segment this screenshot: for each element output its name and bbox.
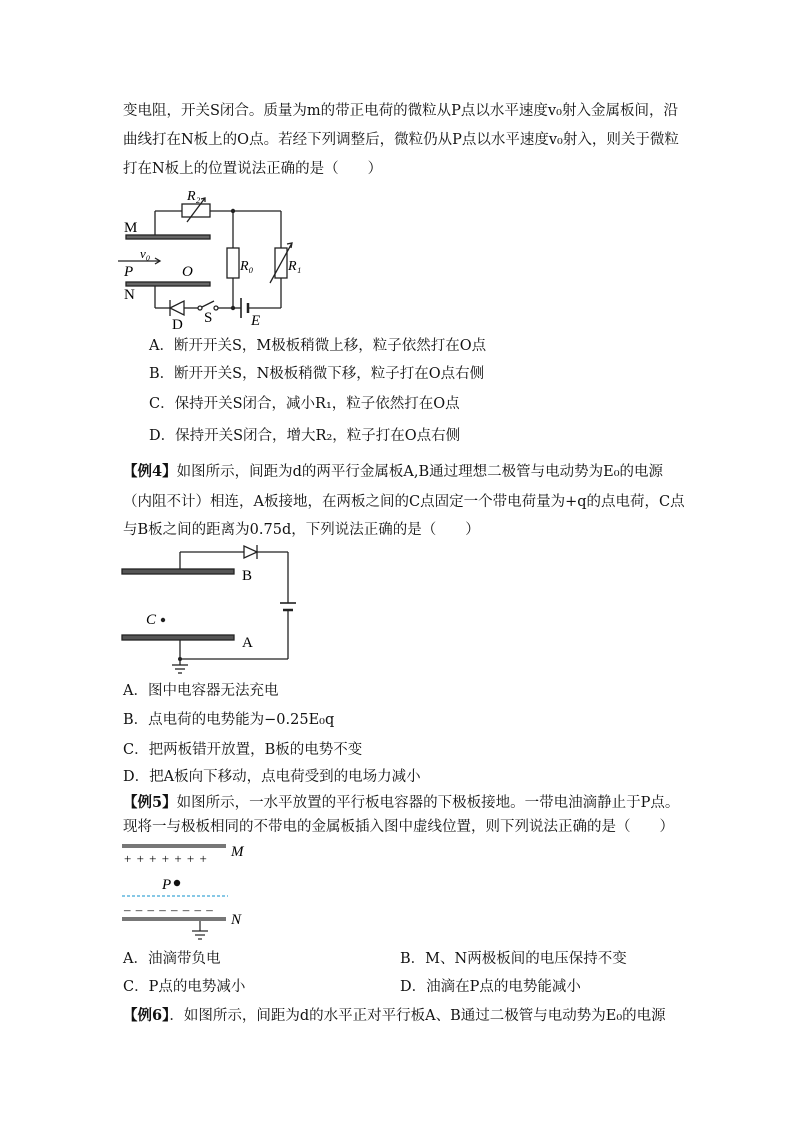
plate-n [122,917,226,921]
label-v0: v₀ [140,246,151,261]
q4-option-b: B．点电荷的电势能为−0.25E₀q [123,712,335,728]
q5-option-b: B．M、N两极板间的电压保持不变 [400,951,627,967]
q4-option-a: A．图中电容器无法充电 [123,683,279,699]
label-b: B [242,568,253,584]
label-r0: R₀ [240,259,254,274]
label-d: D [172,317,183,333]
q5-option-c: C．P点的电势减小 [123,979,246,995]
q4-tag: 【例4】 [123,463,177,480]
q3-option-d: D．保持开关S闭合，增大R₂，粒子打在O点右侧 [149,428,461,444]
label-p: P [124,264,134,280]
label-s: S [204,310,213,326]
q5-text-1: 如图所示，一水平放置的平行板电容器的下极板接地。一带电油滴静止于P点。 [176,795,680,811]
q6-text-1: ．如图所示，间距为d的水平正对平行板A、B通过二极管与电动势为E₀的电源 [169,1008,666,1024]
q4-option-d: D．把A板向下移动，点电荷受到的电场力减小 [123,769,421,785]
q3-line-2: 曲线打在N板上的O点。若经下列调整后，微粒仍从P点以水平速度v₀射入，则关于微粒 [123,132,679,148]
q5-option-a: A．油滴带负电 [123,951,221,967]
q6-tag: 【例6】 [123,1007,170,1024]
label-p: P [162,877,172,893]
minus-charges: – – – – – – – – [124,902,214,917]
q3-line-3: 打在N板上的位置说法正确的是（ ） [123,161,383,177]
oil-drop [174,880,180,886]
q4-text-1: 如图所示，间距为d的两平行金属板A,B通过理想二极管与电动势为E₀的电源 [176,464,664,480]
plus-charges: + + + + + + + [124,851,208,866]
label-a: A [242,635,253,651]
q4-line-2: （内阻不计）相连，A板接地，在两板之间的C点固定一个带电荷量为+q的点电荷，C点 [123,494,685,510]
q3-line-1: 变电阻，开关S闭合。质量为m的带正电荷的微粒从P点以水平速度v₀射入金属板间，沿 [123,103,678,119]
q4-line-3: 与B板之间的距离为0.75d，下列说法正确的是（ ） [123,522,480,538]
label-r1: R₁ [288,259,302,274]
label-e: E [251,313,261,329]
q3-option-a: A．断开开关S，M极板稍微上移，粒子依然打在O点 [149,338,487,354]
q4-option-c: C．把两板错开放置，B板的电势不变 [123,742,363,758]
label-m: M [231,844,244,860]
q6-line-1 [123,1006,666,1026]
q5-tag: 【例5】 [123,794,177,811]
label-c: C [146,612,157,628]
label-r2: R₂ [187,189,201,204]
label-m: M [124,220,138,236]
q5-line-2: 现将一与极板相同的不带电的金属板插入图中虚线位置，则下列说法正确的是（ ） [123,819,674,835]
label-n: N [124,287,135,303]
q3-option-c: C．保持开关S闭合，减小R₁，粒子依然打在O点 [149,396,460,412]
plate-m [122,844,226,848]
ground-icon [192,921,208,939]
q3-option-b: B．断开开关S，N极板稍微下移，粒子打在O点右侧 [149,366,485,382]
label-o: O [182,264,193,280]
label-n: N [231,912,242,928]
q5-option-d: D．油滴在P点的电势能减小 [400,979,581,995]
